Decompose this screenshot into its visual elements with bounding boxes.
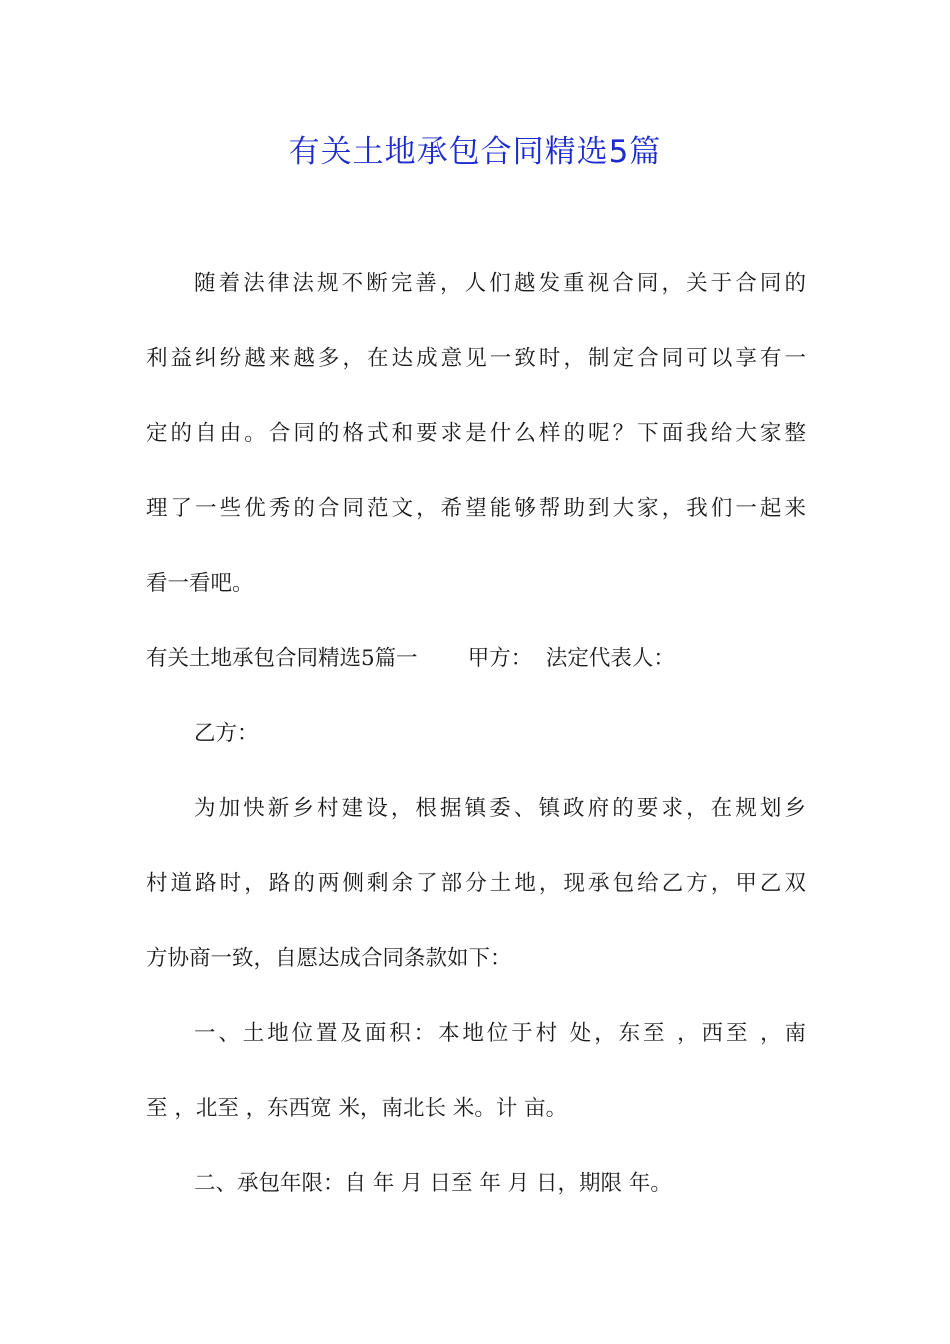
document-title: 有关土地承包合同精选5篇	[288, 134, 662, 170]
intro-line-4: 理了一些优秀的合同范文，希望能够帮助到大家，我们一起来	[146, 496, 806, 521]
intro-line-3: 定的自由。合同的格式和要求是什么样的呢？下面我给大家整	[146, 421, 806, 446]
body-line-3: 方协商一致，自愿达成合同条款如下：	[146, 946, 512, 971]
party-b-label: 乙方：	[194, 721, 259, 746]
intro-line-1: 随着法律法规不断完善，人们越发重视合同，关于合同的	[194, 271, 806, 296]
legal-rep-label: 法定代表人：	[545, 646, 675, 671]
intro-line-2: 利益纠纷越来越多，在达成意见一致时，制定合同可以享有一	[146, 346, 806, 371]
body-line-1: 为加快新乡村建设，根据镇委、镇政府的要求，在规划乡	[194, 796, 806, 821]
clause-1-line-1: 一、土地位置及面积：本地位于村 处，东至 ，西至 ，南	[194, 1021, 806, 1046]
section-heading: 有关土地承包合同精选5篇一	[146, 646, 418, 671]
body-line-2: 村道路时，路的两侧剩余了部分土地，现承包给乙方，甲乙双	[146, 871, 806, 896]
clause-1-line-2: 至 ，北至 ，东西宽 米，南北长 米。计 亩。	[146, 1096, 568, 1121]
intro-line-5: 看一看吧。	[146, 571, 254, 596]
party-a-label: 甲方：	[467, 646, 533, 671]
section-heading-line	[146, 639, 806, 679]
clause-2: 二、承包年限：自 年 月 日至 年 月 日，期限 年。	[194, 1171, 672, 1196]
